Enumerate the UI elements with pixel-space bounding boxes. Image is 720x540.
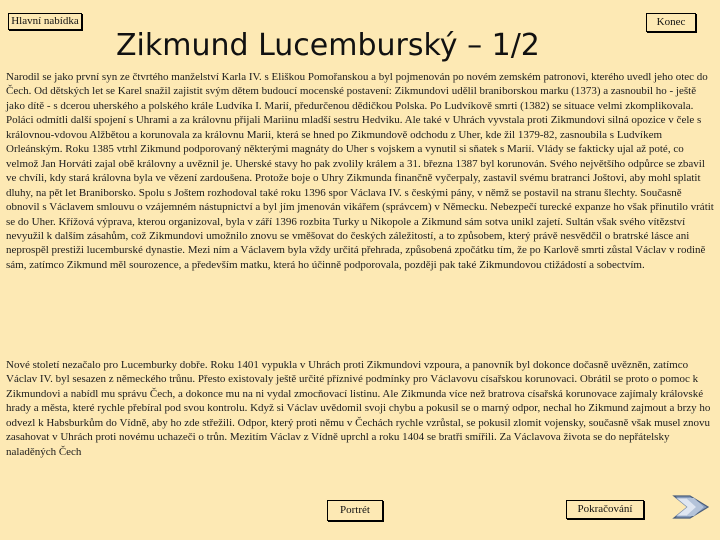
portrait-button[interactable]: Portrét <box>327 500 383 521</box>
page-title: Zikmund Lucemburský – 1/2 <box>116 28 540 63</box>
body-paragraph-2: Nové století nezačalo pro Lucemburky dobře. Roku 1401 vypukla v Uhrách proti Zikmundovi vzpoura, a panovník byl dokonce dočasně uvězněn, zatímco Václav IV. byl sesazen z německého trůnu. Přesto existovaly ještě určité příznivé podmínky pro Václavovu císařskou korunovaci. Obrátil se proto o pomoc k Zikmundovi a nabídl mu správu Čech, a dokonce mu na ni vydal zmocňovací listinu. Ale Zikmunda více než bratrova císařská korunovace zajímaly královské hrady a města, které rychle přebíral pod svou kontrolu. Když si Václav uvědomil svoji chybu a pokusil se o marný odpor, nechal ho Zikmund zajmout a brzy ho odvezl k Habsburkům do Vídně, aby ho zde střežili. Odpor, který proti němu v Čechách rychle vzrůstal, se pokusil zlomit vojensky, současně však musel znovu zasahovat v Uhrách proti novému uchazeči o trůn. Mezitím Václav z Vídně uprchl a roku 1404 se bratři smířili. Za Václavova života se do nepřátelsky naladěných Čech <box>6 359 711 458</box>
body-paragraph-1: Narodil se jako první syn ze čtvrtého manželství Karla IV. s Eliškou Pomořanskou a byl pojmenován po novém zemském patronovi, kterého uvedl jeho otec do Čech. Od dětských let se Karel snažil zajistit svým dětem budoucí mocenské postavení: Zikmundovi udělil braniborskou marku (1373) a zasnoubil ho - ještě jako dítě - s dcerou uherského a polského krále Ludvíka I. Marií, předurčenou dědičkou Polska. Po Ludvíkově smrti (1382) se situace velmi zkomplikovala. Poláci odmítli další spojení s Uhrami a za královnu přijali Mariinu mladší sestru Hedviku. Ale také v Uhrách vyvstala proti Zikmundovi silná opozice v čele s královnou-vdovou Alžbětou a korunovala za královnu Marii, která se hned po Zikmundově odchodu z Uher, kde žil 1379-82, zasnoubila s Ludvíkem Orleánským. Roku 1385 vtrhl Zikmund podporovaný některými magnáty do Uher s vojskem a vynutil si sňatek s Marií. Vlády se fakticky ujal až poté, co velmož Jan Horváti zajal obě královny a uvěznil je. Uherské stavy ho pak zvolily králem a 31. března 1387 byl korunován. Svého největšího odpůrce se zbavil ve chvíli, kdy stará královna byla ve vězení zardoušena. Protože boje o Uhry Zikmunda finančně vyčerpaly, zastavil svému bratranci Joštovi, aby mohl splatit dluhy, na pět let Braniborsko. Spolu s Joštem rozhodoval také roku 1396 spor Václava IV. s českými pány, v němž se postavil na stranu šlechty. Současně obnovil s Václavem smlouvu o vzájemném nástupnictví a byl jím jmenován vikářem (správcem) v Německu. Nebezpečí turecké expanze ho však přinutilo vrátit se do Uher. Křížová výprava, kterou organizoval, byla v září 1396 rozbita Turky u Nikopole a Zikmund sám sotva unikl zajetí. Sultán však svého vítězství nevyužil k dalším zásahům, což Zikmundovi umožnilo znovu se vměšovat do českých záležitostí, a to způsobem, který právě nesvědčil o bratrské lásce ani neprospěl prestiži lucemburské dynastie. Mezi ním a Václavem byla vždy určitá přehrada, způsobená zpočátku tím, že po Karlově smrti zůstal Václav v rodině sám, zatímco Zikmund měl sourozence, a především matku, která ho účinně podporovala, později pak také Zikmundovou ctižádostí a sobectvím. <box>6 71 714 271</box>
continue-button[interactable]: Pokračování <box>566 500 644 519</box>
end-button[interactable]: Konec <box>646 13 696 32</box>
next-arrow-icon[interactable] <box>670 490 714 524</box>
main-menu-button[interactable]: Hlavní nabídka <box>8 13 82 30</box>
